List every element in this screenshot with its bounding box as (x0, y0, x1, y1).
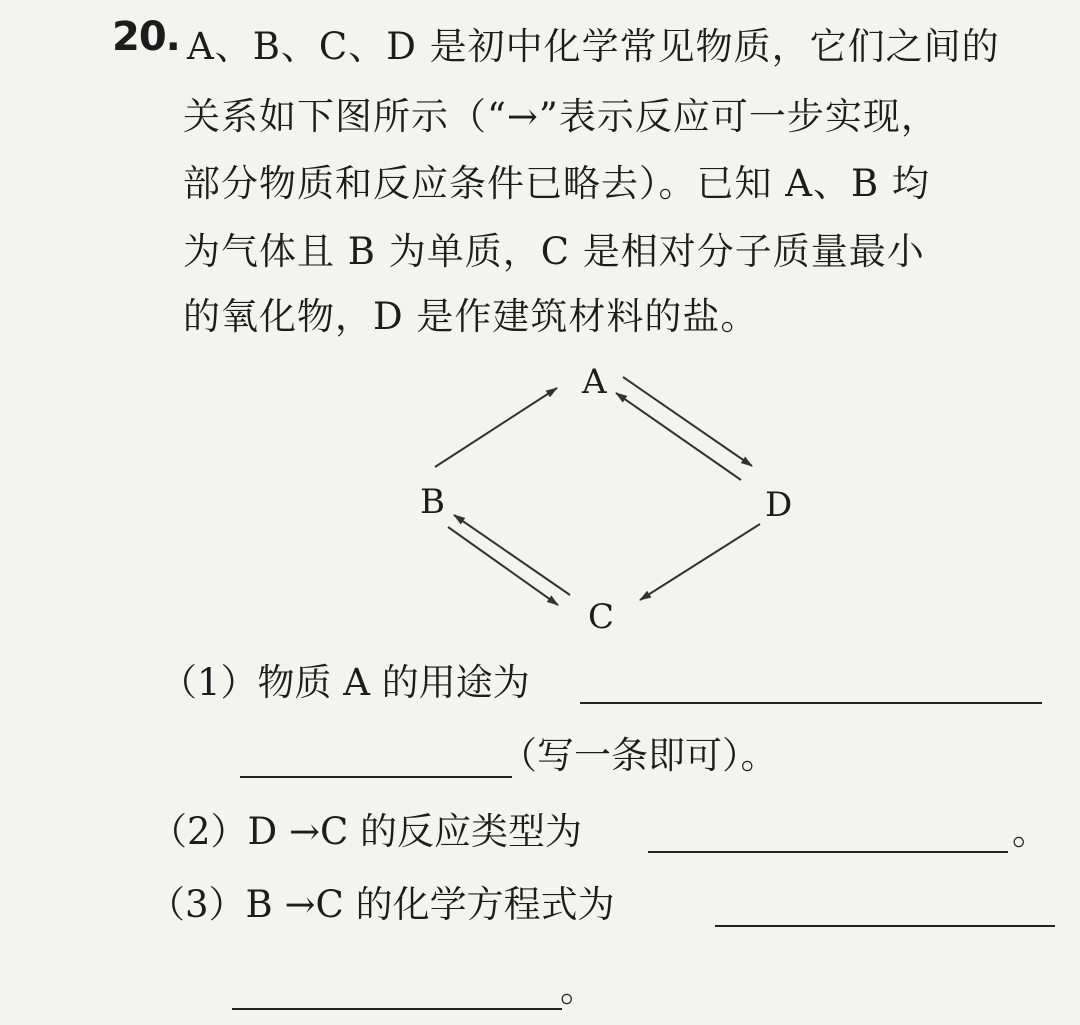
q3-answer-blank-2[interactable] (232, 1008, 562, 1010)
reaction-diagram (390, 355, 830, 645)
q3-suffix: 。 (560, 967, 597, 1010)
stem-line-5: 的氧化物，D 是作建筑材料的盐。 (183, 295, 759, 338)
node-a: A (582, 362, 607, 402)
q1-answer-blank-2[interactable] (240, 776, 512, 778)
q2-prefix: （2）D →C 的反应类型为 (150, 810, 583, 853)
q3-answer-blank-1[interactable] (715, 925, 1055, 927)
stem-line-4: 为气体且 B 为单质，C 是相对分子质量最小 (183, 230, 925, 273)
question-number: 20. (112, 14, 180, 60)
q2-suffix: 。 (1012, 810, 1049, 853)
arrow-b-to-c (448, 527, 558, 605)
arrow-d-to-a (616, 393, 741, 480)
q1-suffix: （写一条即可）。 (500, 734, 778, 777)
q2-answer-blank[interactable] (648, 851, 1008, 853)
arrow-a-to-d (623, 377, 752, 466)
node-c: C (588, 597, 615, 637)
stem-line-1: A、B、C、D 是初中化学常见物质，它们之间的 (187, 25, 1000, 68)
node-d: D (765, 485, 793, 525)
stem-line-3: 部分物质和反应条件已略去）。已知 A、B 均 (183, 162, 930, 205)
q3-prefix: （3）B →C 的化学方程式为 (148, 883, 615, 926)
arrow-c-to-b (454, 515, 570, 595)
q1-prefix: （1）物质 A 的用途为 (160, 661, 530, 704)
stem-line-2: 关系如下图所示（“→”表示反应可一步实现， (183, 95, 939, 138)
node-b: B (420, 482, 445, 522)
arrow-b-to-a (435, 388, 557, 467)
arrow-d-to-c (640, 524, 760, 600)
q1-answer-blank-1[interactable] (580, 702, 1042, 704)
